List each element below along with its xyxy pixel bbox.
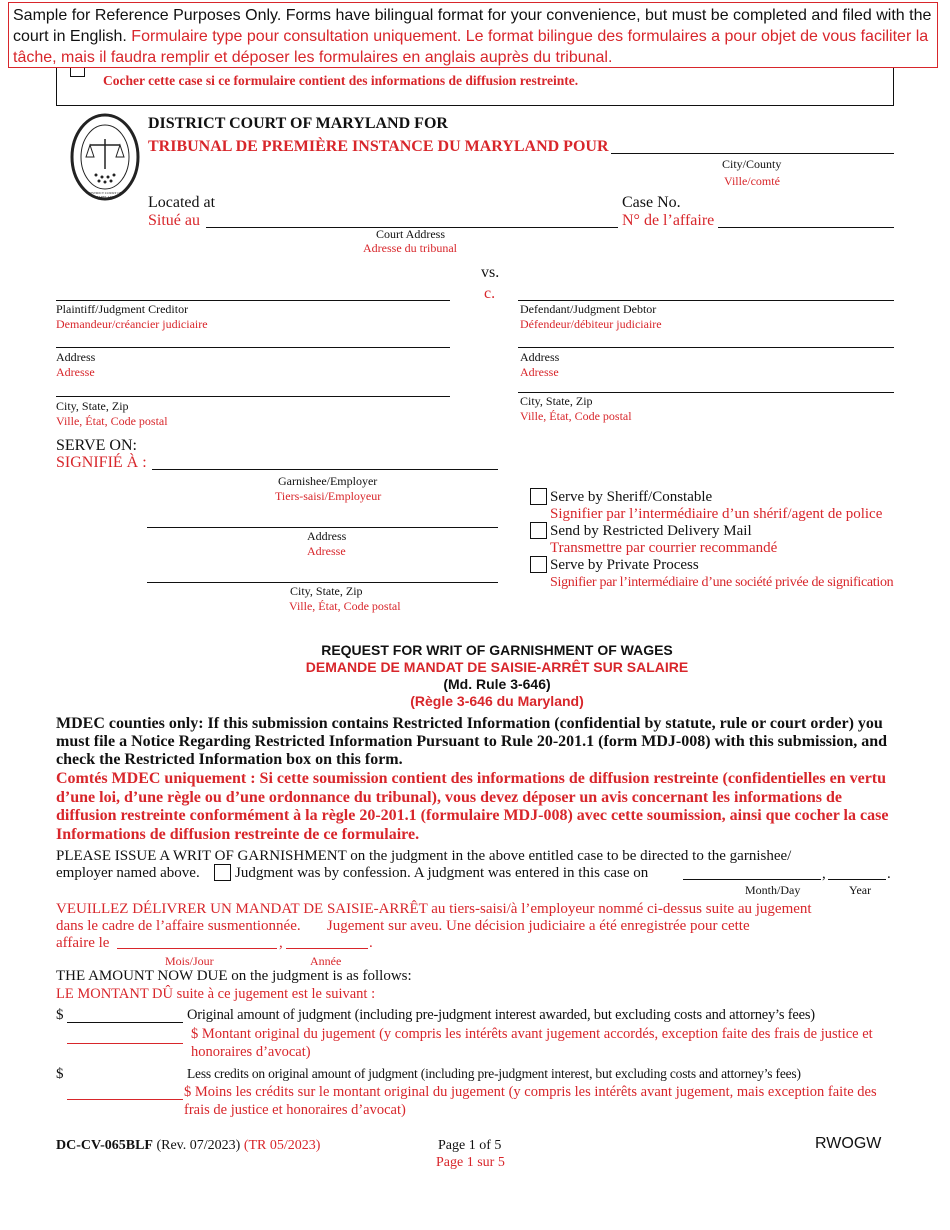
form-id: DC-CV-065BLF [56,1138,153,1153]
less-credits-label-fr: $ Moins les crédits sur le montant original du jugement (y compris les intérêts avant jugement, mais exception faite des frais de justice et honoraires d’avocat) [184,1084,877,1118]
restricted-mail-label-en: Send by Restricted Delivery Mail [550,523,752,539]
defendant-csz-label-en: City, State, Zip [520,394,593,408]
restricted-mail-label-fr: Transmettre par courrier recommandé [550,540,778,556]
form-title-fr: DEMANDE DE MANDAT DE SAISIE-ARRÊT SUR SALAIRE [305,659,689,675]
court-address-label-en: Court Address [376,227,445,241]
restricted-mail-checkbox[interactable] [530,522,547,539]
original-amount-label-en: Original amount of judgment (including pre-judgment interest awarded, but excluding costs and attorney’s fees) [187,1007,815,1023]
mdec-notice-en: MDEC counties only: If this submission contains Restricted Information (confidential by statute, rule or court order) you must file a Notice Regarding Restricted Information Pursuant to Rule 20-201.1 (form MDJ-008) with this submission, and check the Restricted Information box on this form. [56,715,888,769]
reference-banner [8,2,938,68]
city-county-label-en: City/County [722,157,782,171]
issue-line1-en: PLEASE ISSUE A WRIT OF GARNISHMENT on the judgment in the above entitled case to be directed to the garnishee/ [56,848,792,864]
banner-english: Sample for Reference Purposes Only. Forms have bilingual format for your convenience, but must be completed and filed with the court in English. [13,7,932,45]
original-amount-field[interactable] [67,1022,183,1023]
defendant-csz-label-fr: Ville, État, Code postal [520,409,632,423]
garnishee-name-field[interactable] [152,469,498,470]
case-no-fr: N° de l’affaire [622,212,715,229]
judgment-month-day-field[interactable] [683,879,821,880]
defendant-csz-field[interactable] [518,392,894,393]
dollar-sign-2: $ [56,1066,64,1082]
case-no-field[interactable] [718,227,894,228]
banner-french: Formulaire type pour consultation uniquement. Le format bilingue des formulaires a pour objet de vous faciliter la tâche, mais il faudra remplir et déposer les formulaires en anglais auprès du tribunal. [13,28,929,66]
footer-form-id [56,1138,320,1154]
plaintiff-label-fr: Demandeur/créancier judiciaire [56,317,208,331]
comma-sep-fr: , [279,935,283,951]
private-process-label-fr: Signifier par l’intermédiaire d’une société privée de signification [550,575,894,590]
defendant-label-en: Defendant/Judgment Debtor [520,302,657,316]
garnishee-csz-field[interactable] [147,582,498,583]
amount-due-fr: LE MONTANT DÛ suite à ce jugement est le suivant : [56,986,376,1002]
court-seal [70,113,140,201]
amount-due-en: THE AMOUNT NOW DUE on the judgment is as follows: [56,968,412,984]
less-credits-label-en: Less credits on original amount of judgment (including pre-judgment interest, but excluding costs and attorney’s fees) [187,1066,801,1081]
form-tr: (TR 05/2023) [243,1138,321,1153]
garnishee-address-field[interactable] [147,527,498,528]
garnishee-csz-label-fr: Ville, État, Code postal [289,599,401,613]
serve-on-fr: SIGNIFIÉ À : [56,454,147,471]
garnishee-label-en: Garnishee/Employer [278,474,378,488]
confession-checkbox[interactable] [214,864,231,881]
judgment-year-field[interactable] [828,879,886,880]
issue-line3-fr: affaire le [56,935,110,951]
city-county-label-fr: Ville/comté [724,174,780,188]
issue-line2a-en: employer named above. [56,865,200,881]
form-rule-en: (Md. Rule 3-646) [443,676,551,692]
defendant-address-label-en: Address [520,350,560,364]
vs-fr: c. [484,285,496,302]
court-title-fr: TRIBUNAL DE PREMIÈRE INSTANCE DU MARYLAND POUR [148,138,609,155]
serve-on-en: SERVE ON: [56,437,137,454]
issue-line1-fr: VEUILLEZ DÉLIVRER UN MANDAT DE SAISIE-ARRÊT au tiers-saisi/à l’employeur nommé ci-dessus suite au jugement [56,901,812,917]
private-process-label-en: Serve by Private Process [550,557,699,573]
form-title-en: REQUEST FOR WRIT OF GARNISHMENT OF WAGES [321,642,673,658]
private-process-checkbox[interactable] [530,556,547,573]
serve-sheriff-label-en: Serve by Sheriff/Constable [550,489,713,505]
serve-sheriff-checkbox[interactable] [530,488,547,505]
seal-text: DISTRICT COURT OF MARYLAND [88,191,122,199]
less-credits-field-fr[interactable] [67,1099,183,1100]
mdec-notice-fr: Comtés MDEC uniquement : Si cette soumission contient des informations de diffusion restreinte (confidentielles en vertu d’une loi, d’une règle ou d’une ordonnance du tribunal), vous devez déposer un avis concernant les informations de diffusion restreinte conformément à la règle 20-201.1 (formulaire MDJ-008) avec cette soumission, ainsi que cocher la case Informations de diffusion restreinte de ce formulaire. [56,770,889,843]
defendant-label-fr: Défendeur/débiteur judiciaire [520,317,662,331]
comma-sep: , [822,866,826,882]
form-code: RWOGW [815,1135,882,1152]
serve-sheriff-label-fr: Signifier par l’intermédiaire d’un shérif/agent de police [550,506,883,522]
original-amount-field-fr[interactable] [67,1043,183,1044]
mois-jour-label: Mois/Jour [165,954,214,968]
plaintiff-address-field[interactable] [56,347,450,348]
city-county-field[interactable] [611,153,894,154]
garnishee-label-fr: Tiers-saisi/Employeur [275,489,382,503]
annee-label: Année [310,954,342,968]
annee-field[interactable] [286,948,368,949]
page-number-en: Page 1 of 5 [438,1138,502,1153]
mois-jour-field[interactable] [117,948,277,949]
plaintiff-address-label-en: Address [56,350,96,364]
located-at-fr: Situé au [148,212,200,229]
garnishee-address-label-en: Address [307,529,347,543]
plaintiff-csz-label-fr: Ville, État, Code postal [56,414,168,428]
garnishee-address-label-fr: Adresse [307,544,346,558]
period-sep-fr: . [369,935,373,951]
plaintiff-csz-field[interactable] [56,396,450,397]
issue-line2b-en: Judgment was by confession. A judgment was entered in this case on [235,865,649,881]
garnishee-csz-label-en: City, State, Zip [290,584,363,598]
court-title-en: DISTRICT COURT OF MARYLAND FOR [148,115,448,132]
month-day-label: Month/Day [745,883,801,897]
issue-line2-fr: dans le cadre de l’affaire susmentionnée. Jugement sur aveu. Une décision judiciaire a été enregistrée pour cette [56,918,750,934]
period-sep: . [887,866,891,882]
form-rule-fr: (Règle 3-646 du Maryland) [410,693,584,709]
located-at-en: Located at [148,194,216,211]
case-no-en: Case No. [622,194,681,211]
original-amount-label-fr: $ Montant original du jugement (y compris les intérêts avant jugement accordés, exception faite des frais de justice et honoraires d’avocat) [191,1026,873,1060]
form-rev: (Rev. 07/2023) [156,1138,241,1153]
defendant-address-field[interactable] [518,347,894,348]
restricted-info-label-fr: Cocher cette case si ce formulaire contient des informations de diffusion restreinte. [103,73,579,88]
year-label: Year [849,883,872,897]
plaintiff-csz-label-en: City, State, Zip [56,399,129,413]
plaintiff-address-label-fr: Adresse [56,365,95,379]
page-number-fr: Page 1 sur 5 [436,1155,505,1170]
court-address-label-fr: Adresse du tribunal [363,241,457,255]
plaintiff-label-en: Plaintiff/Judgment Creditor [56,302,189,316]
plaintiff-name-field[interactable] [56,300,450,301]
defendant-name-field[interactable] [518,300,894,301]
dollar-sign-1: $ [56,1007,64,1023]
defendant-address-label-fr: Adresse [520,365,559,379]
vs-en: vs. [481,264,500,281]
